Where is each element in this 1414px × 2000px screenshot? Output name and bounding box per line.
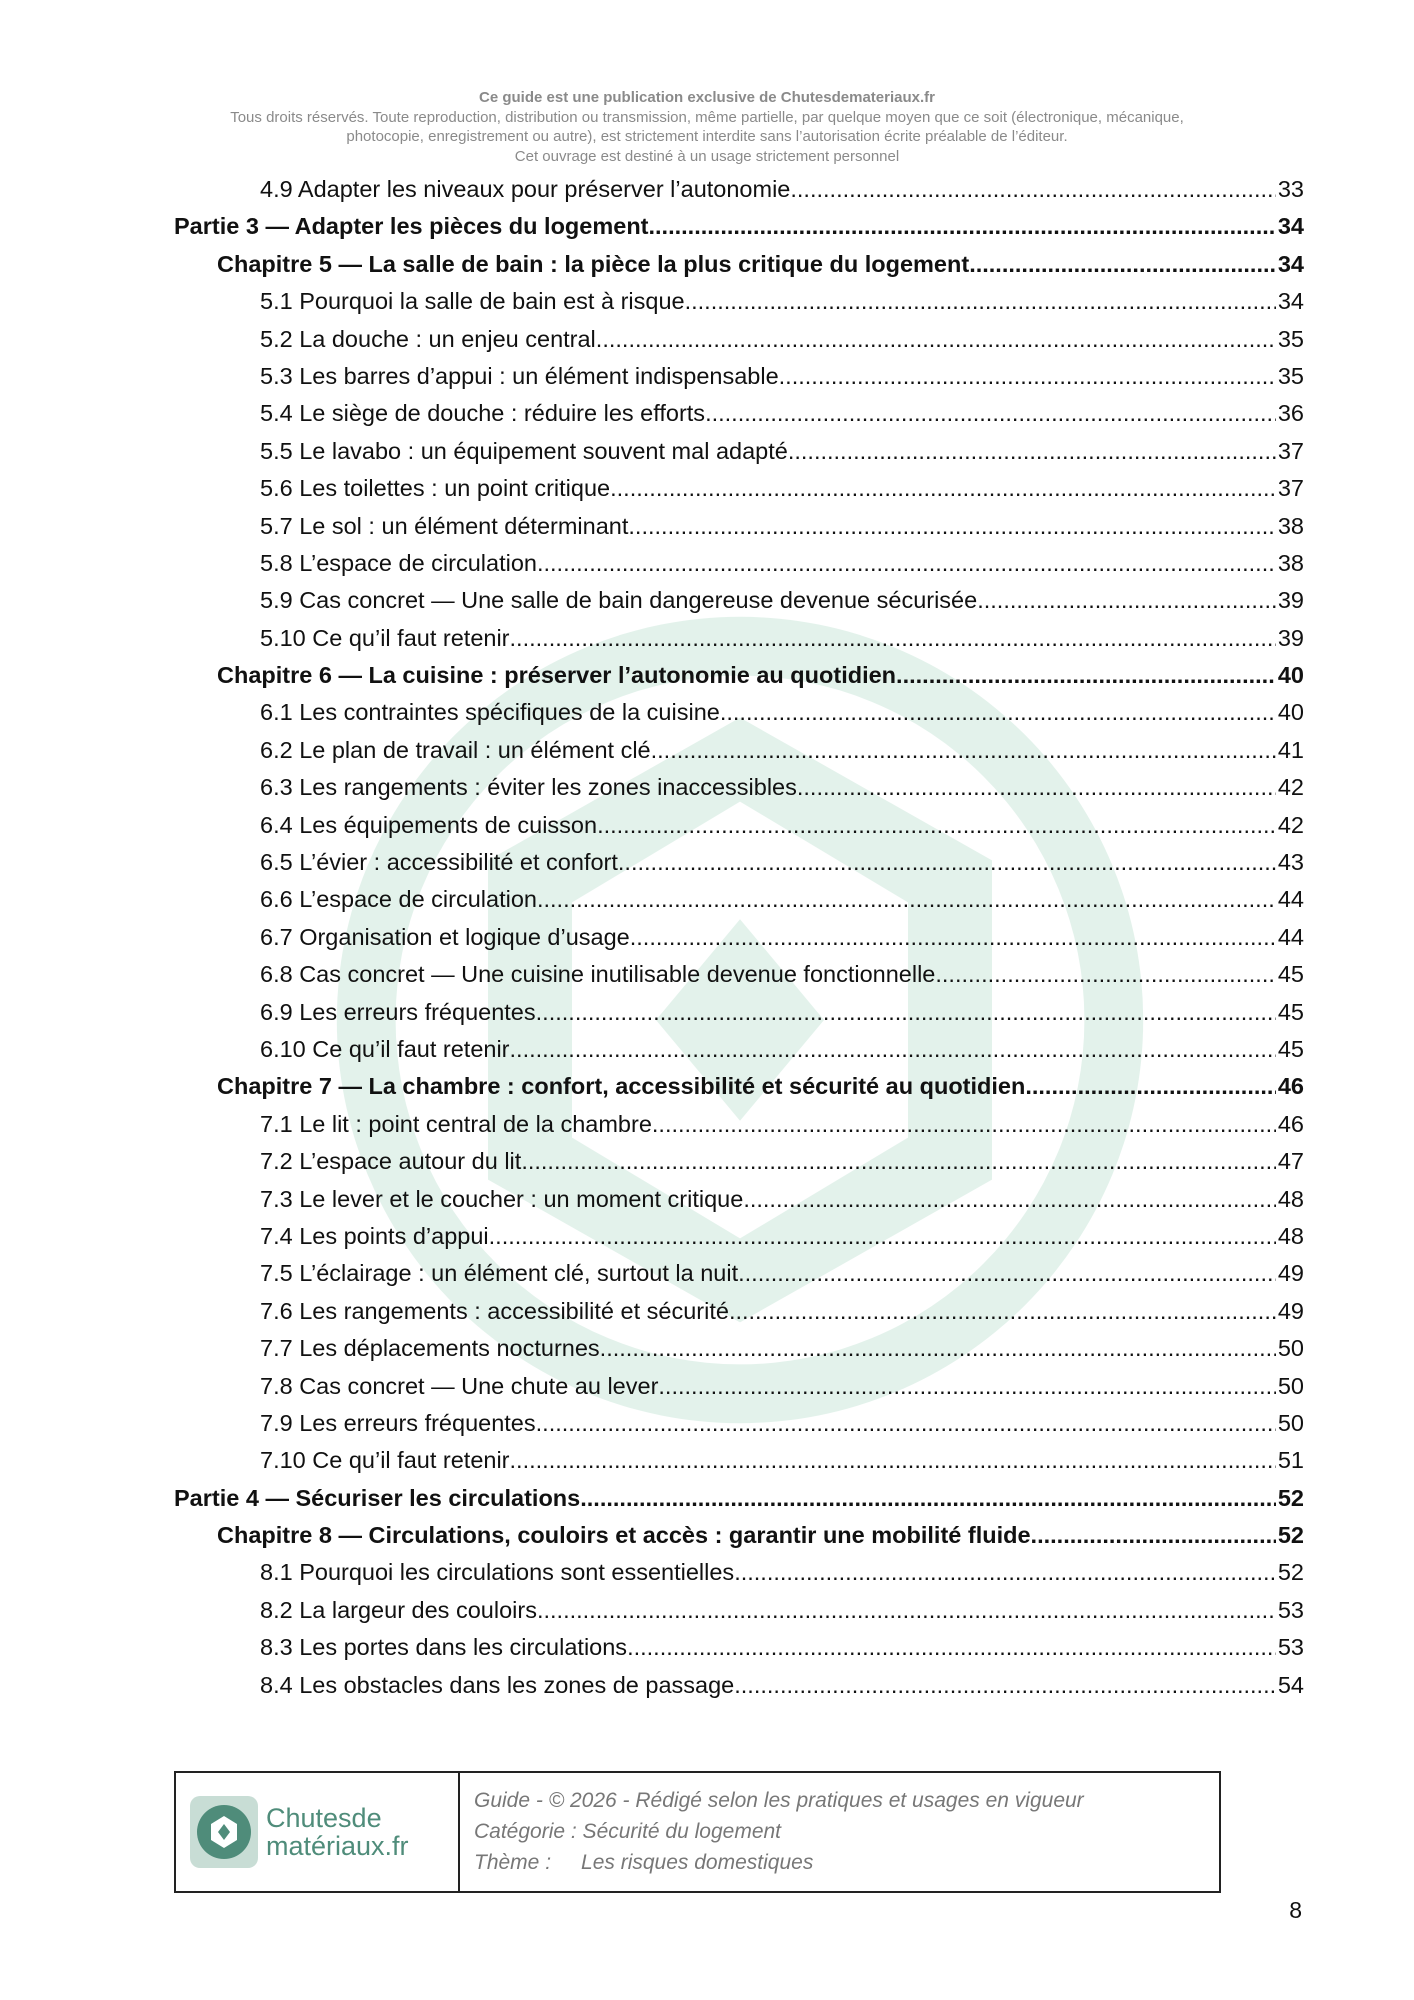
- toc-section-entry[interactable]: [174, 438, 1304, 475]
- toc-chapter-entry[interactable]: [174, 251, 1304, 288]
- toc-entry-page: 38: [1277, 512, 1304, 539]
- toc-entry-title: 7.3 Le lever et le coucher : un moment critique: [260, 1185, 744, 1212]
- toc-section-entry[interactable]: [174, 849, 1304, 886]
- toc-entry-title: 6.7 Organisation et logique d’usage: [260, 923, 630, 950]
- toc-entry-page: 50: [1277, 1409, 1304, 1436]
- toc-entry-page: 36: [1277, 400, 1304, 427]
- dot-leader: [651, 737, 1276, 764]
- dot-leader: [627, 1634, 1276, 1661]
- toc-section-entry[interactable]: [174, 288, 1304, 325]
- copyright-header: [150, 88, 1264, 166]
- dot-leader: [969, 251, 1276, 278]
- toc-section-entry[interactable]: [174, 1111, 1304, 1148]
- dot-leader: [618, 849, 1276, 876]
- toc-entry-page: 34: [1277, 250, 1304, 277]
- toc-chapter-entry[interactable]: [174, 662, 1304, 699]
- logo-text-line: Chutesde: [266, 1803, 382, 1833]
- dot-leader: [788, 438, 1276, 465]
- toc-entry-page: 53: [1277, 1596, 1304, 1623]
- dot-leader: [720, 699, 1276, 726]
- dot-leader: [685, 288, 1276, 315]
- dot-leader: [738, 1260, 1276, 1287]
- dot-leader: [1031, 1522, 1276, 1549]
- toc-entry-title: Chapitre 7 — La chambre : confort, accessibilité et sécurité au quotidien: [217, 1073, 1026, 1100]
- toc-section-entry[interactable]: [174, 625, 1304, 662]
- toc-entry-page: 43: [1277, 849, 1304, 876]
- dot-leader: [705, 400, 1276, 427]
- toc-section-entry[interactable]: [174, 1036, 1304, 1073]
- toc-entry-page: 53: [1277, 1634, 1304, 1661]
- toc-entry-page: 37: [1277, 437, 1304, 464]
- dot-leader: [743, 1186, 1276, 1213]
- toc-section-entry[interactable]: [174, 1672, 1304, 1709]
- header-line: photocopie, enregistrement ou autre), est strictement interdite sans l’autorisation écrite préalable de l’éditeur.: [346, 128, 1068, 145]
- toc-section-entry[interactable]: [174, 513, 1304, 550]
- toc-entry-title: 6.3 Les rangements : éviter les zones inaccessibles: [260, 774, 797, 801]
- dot-leader: [1025, 1073, 1276, 1100]
- toc-section-entry[interactable]: [174, 1447, 1304, 1484]
- toc-entry-page: 34: [1277, 213, 1304, 240]
- toc-entry-page: 51: [1277, 1447, 1304, 1474]
- dot-leader: [536, 1410, 1276, 1437]
- dot-leader: [797, 774, 1276, 801]
- toc-entry-title: 8.3 Les portes dans les circulations: [260, 1634, 628, 1661]
- toc-part-entry[interactable]: [174, 1485, 1304, 1522]
- toc-entry-page: 45: [1277, 1035, 1304, 1062]
- guide-info: Guide - © 2026 - Rédigé selon les pratiques et usages en vigueur: [474, 1789, 1084, 1812]
- dot-leader: [610, 475, 1276, 502]
- toc-entry-page: 46: [1277, 1110, 1304, 1137]
- toc-entry-title: 6.10 Ce qu’il faut retenir: [260, 1035, 510, 1062]
- toc-entry-page: 50: [1277, 1372, 1304, 1399]
- dot-leader: [729, 1298, 1276, 1325]
- header-title: Ce guide est une publication exclusive de Chutesdemateriaux.fr: [479, 89, 935, 106]
- dot-leader: [537, 1597, 1276, 1624]
- toc-entry-title: 5.5 Le lavabo : un équipement souvent mal adapté: [260, 437, 788, 464]
- toc-section-entry[interactable]: [174, 400, 1304, 437]
- toc-entry-title: 5.4 Le siège de douche : réduire les efforts: [260, 400, 706, 427]
- logo-badge-icon: [190, 1796, 258, 1868]
- dot-leader: [521, 1148, 1276, 1175]
- header-line: Tous droits réservés. Toute reproduction, distribution ou transmission, même partielle, par quelque moyen que ce soit (électronique, mécanique,: [230, 108, 1184, 126]
- toc-entry-page: 40: [1277, 662, 1304, 689]
- toc-entry-title: 6.6 L’espace de circulation: [260, 886, 537, 913]
- theme-value: Les risques domestiques: [581, 1851, 814, 1874]
- toc-entry-title: 6.5 L’évier : accessibilité et confort: [260, 849, 618, 876]
- toc-entry-page: 42: [1277, 811, 1304, 838]
- toc-entry-title: 5.6 Les toilettes : un point critique: [260, 475, 611, 502]
- toc-section-entry[interactable]: [174, 1634, 1304, 1671]
- toc-entry-title: 4.9 Adapter les niveaux pour préserver l’autonomie: [260, 176, 791, 202]
- toc-entry-page: 45: [1277, 961, 1304, 988]
- toc-section-entry[interactable]: [174, 1335, 1304, 1372]
- toc-entry-page: 46: [1277, 1073, 1304, 1100]
- toc-section-entry[interactable]: [174, 1559, 1304, 1596]
- toc-entry-title: Chapitre 6 — La cuisine : préserver l’autonomie au quotidien: [217, 662, 897, 689]
- toc-entry-page: 42: [1277, 774, 1304, 801]
- toc-entry-page: 44: [1277, 886, 1304, 913]
- toc-section-entry[interactable]: [174, 1260, 1304, 1297]
- toc-entry-page: 38: [1277, 549, 1304, 576]
- toc-entry-title: Chapitre 5 — La salle de bain : la pièce la plus critique du logement: [217, 250, 970, 277]
- toc-entry-title: Partie 4 — Sécuriser les circulations: [174, 1484, 581, 1511]
- theme-info: [474, 1847, 1084, 1878]
- toc-entry-title: 7.10 Ce qu’il faut retenir: [260, 1447, 510, 1474]
- toc-entry-page: 39: [1277, 587, 1304, 614]
- dot-leader: [734, 1559, 1276, 1586]
- toc-entry-page: 52: [1277, 1559, 1304, 1586]
- toc-entry-page: 48: [1277, 1185, 1304, 1212]
- toc-entry-title: Chapitre 8 — Circulations, couloirs et accès : garantir une mobilité fluide: [217, 1522, 1031, 1549]
- toc-entry-title: 7.4 Les points d’appui: [260, 1222, 489, 1249]
- footer-box: [174, 1771, 1221, 1893]
- toc-entry-title: 5.10 Ce qu’il faut retenir: [260, 624, 510, 651]
- dot-leader: [580, 1485, 1276, 1512]
- toc-section-entry[interactable]: [174, 924, 1304, 961]
- toc-section-entry[interactable]: [174, 1223, 1304, 1260]
- dot-leader: [734, 1672, 1276, 1699]
- dot-leader: [600, 1335, 1276, 1362]
- toc-entry-page: 52: [1277, 1522, 1304, 1549]
- dot-leader: [896, 662, 1276, 689]
- toc-entry-title: 8.1 Pourquoi les circulations sont essentielles: [260, 1559, 735, 1586]
- toc-entry-page: 48: [1277, 1222, 1304, 1249]
- toc-entry-title: 7.5 L’éclairage : un élément clé, surtout la nuit: [260, 1260, 739, 1287]
- toc-section-entry[interactable]: [174, 737, 1304, 774]
- toc-entry-title: 7.2 L’espace autour du lit: [260, 1148, 522, 1175]
- toc-entry-page: 35: [1277, 362, 1304, 389]
- toc-section-entry[interactable]: [174, 550, 1304, 587]
- table-of-contents: [174, 176, 1304, 1709]
- toc-entry-page: 47: [1277, 1148, 1304, 1175]
- dot-leader: [649, 213, 1276, 240]
- toc-entry-page: 41: [1277, 736, 1304, 763]
- dot-leader: [489, 1223, 1276, 1250]
- toc-entry-title: Partie 3 — Adapter les pièces du logement: [174, 213, 649, 240]
- dot-leader: [537, 886, 1276, 913]
- dot-leader: [596, 326, 1276, 353]
- toc-entry-page: 34: [1277, 288, 1304, 315]
- toc-entry-title: 5.3 Les barres d’appui : un élément indispensable: [260, 362, 779, 389]
- toc-entry-title: 7.7 Les déplacements nocturnes: [260, 1335, 600, 1362]
- dot-leader: [537, 550, 1276, 577]
- dot-leader: [510, 1036, 1276, 1063]
- toc-entry-title: 8.2 La largeur des couloirs: [260, 1596, 537, 1623]
- toc-part-entry[interactable]: [174, 213, 1304, 250]
- toc-chapter-entry[interactable]: [174, 1522, 1304, 1559]
- dot-leader: [790, 176, 1275, 203]
- header-line: Cet ouvrage est destiné à un usage strictement personnel: [514, 147, 900, 165]
- toc-entry-page: 54: [1277, 1671, 1304, 1698]
- toc-section-entry[interactable]: [174, 886, 1304, 923]
- toc-section-entry[interactable]: [174, 1148, 1304, 1185]
- toc-entry-page: 45: [1277, 998, 1304, 1025]
- logo-text-line: matériaux.fr: [266, 1831, 409, 1861]
- toc-section-entry[interactable]: [174, 1410, 1304, 1447]
- toc-section-entry[interactable]: [174, 587, 1304, 624]
- brand-logo: [176, 1773, 460, 1891]
- toc-entry-page: 49: [1277, 1260, 1304, 1287]
- dot-leader: [779, 363, 1276, 390]
- toc-section-entry[interactable]: [174, 812, 1304, 849]
- toc-entry-title: 7.8 Cas concret — Une chute au lever: [260, 1372, 659, 1399]
- toc-entry-page: 40: [1277, 699, 1304, 726]
- toc-entry-page: 44: [1277, 923, 1304, 950]
- toc-section-entry[interactable]: [174, 1373, 1304, 1410]
- toc-entry-title: 6.9 Les erreurs fréquentes: [260, 998, 536, 1025]
- dot-leader: [630, 924, 1276, 951]
- dot-leader: [628, 513, 1275, 540]
- dot-leader: [536, 999, 1276, 1026]
- toc-entry-page: 52: [1277, 1484, 1304, 1511]
- toc-section-entry[interactable]: [174, 1597, 1304, 1634]
- toc-entry-title: 5.7 Le sol : un élément déterminant: [260, 512, 629, 539]
- toc-entry-title: 7.9 Les erreurs fréquentes: [260, 1409, 536, 1436]
- toc-entry-page: 37: [1277, 475, 1304, 502]
- toc-entry-title: 5.1 Pourquoi la salle de bain est à risque: [260, 288, 685, 315]
- toc-section-entry[interactable]: [174, 999, 1304, 1036]
- toc-entry-title: 6.8 Cas concret — Une cuisine inutilisable devenue fonctionnelle: [260, 961, 936, 988]
- toc-section-entry[interactable]: [174, 326, 1304, 363]
- toc-entry-page: 50: [1277, 1335, 1304, 1362]
- toc-chapter-entry[interactable]: [174, 1073, 1304, 1110]
- page-number: 8: [1289, 1897, 1302, 1923]
- toc-entry-title: 8.4 Les obstacles dans les zones de passage: [260, 1671, 735, 1698]
- toc-entry-title: 5.2 La douche : un enjeu central: [260, 325, 596, 352]
- dot-leader: [510, 1447, 1276, 1474]
- toc-entry-title: 6.4 Les équipements de cuisson: [260, 811, 598, 838]
- toc-section-entry[interactable]: [174, 363, 1304, 400]
- toc-entry-page: 33: [1277, 176, 1304, 202]
- toc-section-entry[interactable]: [174, 1186, 1304, 1223]
- theme-label: Thème :: [474, 1851, 552, 1874]
- dot-leader: [510, 625, 1276, 652]
- toc-entry-title: 6.2 Le plan de travail : un élément clé: [260, 736, 651, 763]
- dot-leader: [935, 961, 1275, 988]
- toc-entry-title: 7.6 Les rangements : accessibilité et sécurité: [260, 1297, 729, 1324]
- toc-entry-page: 39: [1277, 624, 1304, 651]
- toc-entry-page: 35: [1277, 325, 1304, 352]
- dot-leader: [658, 1373, 1275, 1400]
- dot-leader: [652, 1111, 1276, 1138]
- toc-entry-title: 7.1 Le lit : point central de la chambre: [260, 1110, 652, 1137]
- toc-entry-title: 5.9 Cas concret — Une salle de bain dangereuse devenue sécurisée: [260, 587, 978, 614]
- dot-leader: [597, 812, 1276, 839]
- toc-section-entry[interactable]: [174, 1298, 1304, 1335]
- toc-section-entry[interactable]: [174, 475, 1304, 512]
- toc-section-entry[interactable]: [174, 961, 1304, 998]
- toc-entry-page: 49: [1277, 1297, 1304, 1324]
- toc-entry-title: 5.8 L’espace de circulation: [260, 549, 537, 576]
- toc-section-entry[interactable]: [174, 176, 1304, 213]
- toc-section-entry[interactable]: [174, 774, 1304, 811]
- toc-section-entry[interactable]: [174, 699, 1304, 736]
- toc-entry-title: 6.1 Les contraintes spécifiques de la cuisine: [260, 699, 720, 726]
- dot-leader: [977, 587, 1276, 614]
- category-info: Catégorie : Sécurité du logement: [474, 1820, 782, 1843]
